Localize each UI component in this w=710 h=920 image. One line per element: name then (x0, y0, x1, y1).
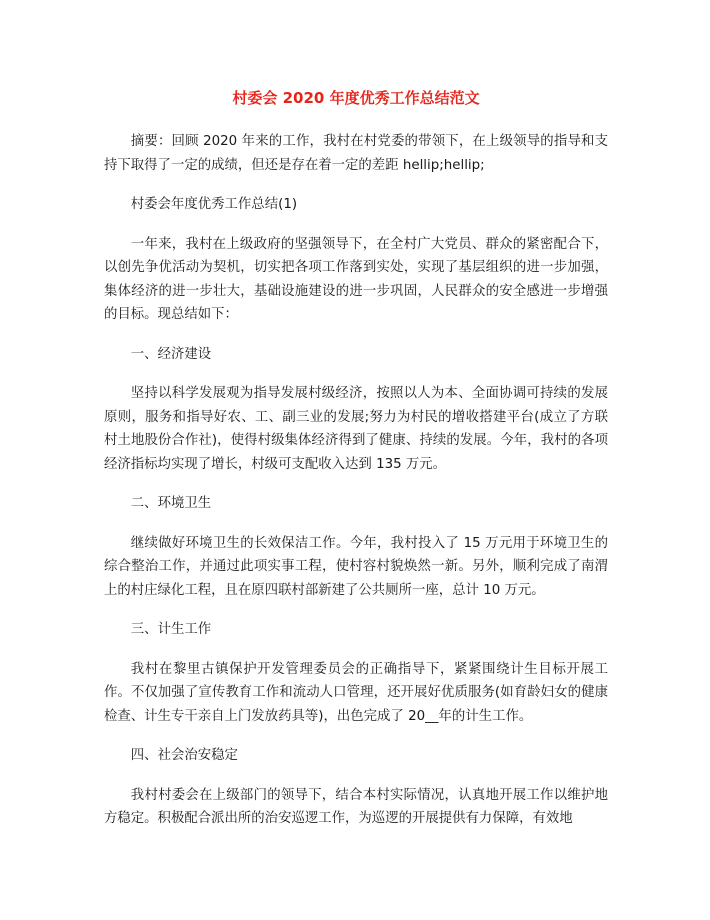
document-page (104, 88, 608, 831)
section-body-environment: 继续做好环境卫生的长效保洁工作。今年，我村投入了 15 万元用于环境卫生的综合整治工作，并通过此项实事工程，使村容村貌焕然一新。另外，顺利完成了南渭上的村庄绿化工程，且在原四联村部新建了公共厕所一座，总计 10 万元。 (104, 535, 608, 598)
section-heading-family-planning: 三、计生工作 (130, 622, 212, 637)
section-heading-environment: 二、环境卫生 (130, 496, 212, 511)
section-heading-economy: 一、经济建设 (130, 346, 212, 362)
section-heading-public-security: 四、社会治安稳定 (130, 748, 238, 763)
document-title: 村委会 2020 年度优秀工作总结范文 (232, 89, 480, 107)
abstract-paragraph: 摘要：回顾 2020 年来的工作，我村在村党委的带领下，在上级领导的指导和支持下取得了一定的成绩，但还是存在着一定的差距 hellip;hellip; (104, 134, 608, 173)
section-body-public-security: 我村村委会在上级部门的领导下，结合本村实际情况，认真地开展工作以维护地方稳定。积极配合派出所的治安巡逻工作，为巡逻的开展提供有力保障，有效地 (104, 787, 608, 826)
intro-paragraph: 一年来，我村在上级政府的坚强领导下，在全村广大党员、群众的紧密配合下，以创先争优活动为契机，切实把各项工作落到实处，实现了基层组织的进一步加强，集体经济的进一步壮大，基础设施建设的进一步巩固，人民群众的安全感进一步增强的目标。现总结如下： (104, 236, 608, 322)
section-body-family-planning: 我村在黎里古镇保护开发管理委员会的正确指导下，紧紧围绕计生目标开展工作。不仅加强了宣传教育工作和流动人口管理，还开展好优质服务(如育龄妇女的健康检查、计生专干亲自上门发放药具等)，出色完成了 20__年的计生工作。 (104, 661, 608, 724)
subtitle-paragraph: 村委会年度优秀工作总结(1) (130, 197, 298, 212)
section-body-economy: 坚持以科学发展观为指导发展村级经济，按照以人为本、全面协调可持续的发展原则，服务和指导好农、工、副三业的发展;努力为村民的增收搭建平台(成立了方联村土地股份合作社)，使得村级集体经济得到了健康、持续的发展。今年，我村的各项经济指标均实现了增长，村级可支配收入达到 135 万元。 (104, 386, 608, 472)
